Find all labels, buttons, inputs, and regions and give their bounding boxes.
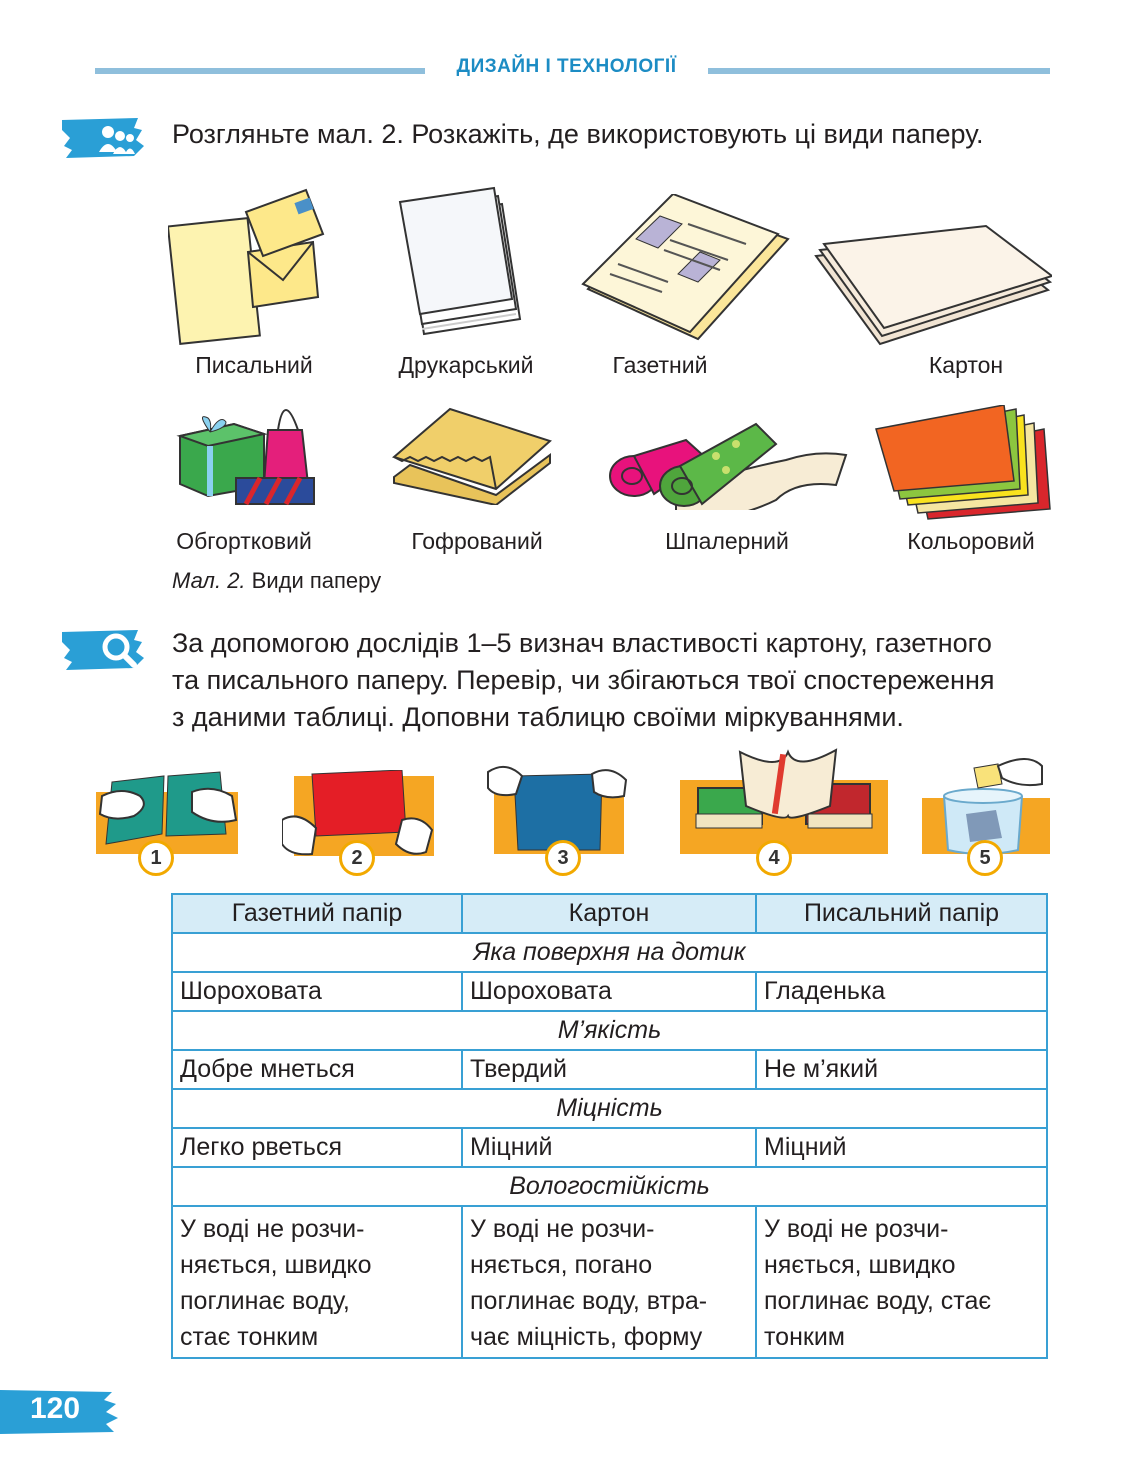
wrapping-paper-illustration bbox=[174, 396, 319, 508]
experiment-number-3: 3 bbox=[545, 840, 581, 876]
task2-line-1: За допомогою дослідів 1–5 визнач властивості картону, газетного bbox=[172, 628, 992, 658]
experiment-4-pencil bbox=[680, 744, 890, 856]
writing-paper-illustration bbox=[168, 182, 328, 347]
cell: Міцний bbox=[756, 1128, 1047, 1167]
magnifier-icon bbox=[62, 628, 144, 672]
figure-caption: Мал. 2. Види паперу bbox=[172, 568, 382, 593]
corrugated-paper-illustration bbox=[390, 405, 555, 505]
paper-label-corrugated: Гофрований bbox=[411, 528, 543, 554]
cell: Твердий bbox=[462, 1050, 756, 1089]
table-row bbox=[172, 1206, 1047, 1358]
experiment-number-4: 4 bbox=[756, 840, 792, 876]
task2-line-2: та писального паперу. Перевір, чи збігаються твої спостереження bbox=[172, 665, 995, 695]
task1-text: Розгляньте мал. 2. Розкажіть, де використовують ці види паперу. bbox=[172, 119, 984, 149]
experiment-number-1: 1 bbox=[138, 840, 174, 876]
header-newspaper: Газетний папір bbox=[172, 894, 462, 933]
cell: Не м’який bbox=[756, 1050, 1047, 1089]
section-moisture: Вологостійкість bbox=[172, 1167, 1047, 1206]
table-row bbox=[172, 1050, 1047, 1089]
paper-properties-table bbox=[171, 893, 1048, 1359]
colored-paper-illustration bbox=[874, 405, 1054, 520]
task2-line-3: з даними таблиці. Доповни таблицю своїми міркуваннями. bbox=[172, 702, 904, 732]
paper-label-writing: Писальний bbox=[195, 352, 313, 378]
experiment-1-tearing bbox=[92, 762, 242, 857]
cell: Легко рветься bbox=[172, 1128, 462, 1167]
paper-label-newspaper: Газетний bbox=[612, 352, 708, 378]
header-title: ДИЗАЙН І ТЕХНОЛОГІЇ bbox=[0, 56, 1133, 78]
paper-label-cardboard: Картон bbox=[928, 352, 1004, 378]
header-writing: Писальний папір bbox=[756, 894, 1047, 933]
experiment-number-5: 5 bbox=[967, 840, 1003, 876]
header-cardboard: Картон bbox=[462, 894, 756, 933]
table-row bbox=[172, 972, 1047, 1011]
printing-paper-illustration bbox=[392, 184, 527, 349]
cell: У воді не розчи- няється, швидко поглинає воду, стає тонким bbox=[172, 1206, 462, 1358]
newspaper-illustration bbox=[578, 194, 793, 344]
experiment-number-2: 2 bbox=[339, 840, 375, 876]
section-strength: Міцність bbox=[172, 1089, 1047, 1128]
cell: Шороховата bbox=[462, 972, 756, 1011]
cell: Добре мнеться bbox=[172, 1050, 462, 1089]
page-number: 120 bbox=[30, 1392, 81, 1425]
paper-label-printing: Друкарський bbox=[398, 352, 534, 378]
paper-label-wrapping: Обгортковий bbox=[176, 528, 312, 554]
section-surface: Яка поверхня на дотик bbox=[172, 933, 1047, 972]
cell: У воді не розчи- няється, погано поглинає воду, втра- чає міцність, форму bbox=[462, 1206, 756, 1358]
paper-label-wallpaper: Шпалерний bbox=[665, 528, 789, 554]
table-header-row bbox=[172, 894, 1047, 933]
cell: Гладенька bbox=[756, 972, 1047, 1011]
cell: Міцний bbox=[462, 1128, 756, 1167]
cell: У воді не розчи- няється, швидко поглинає воду, стає тонким bbox=[756, 1206, 1047, 1358]
cell: Шороховата bbox=[172, 972, 462, 1011]
section-softness: М’якість bbox=[172, 1011, 1047, 1050]
paper-label-colored: Кольоровий bbox=[907, 528, 1035, 554]
discussion-icon bbox=[62, 116, 144, 160]
table-row bbox=[172, 1128, 1047, 1167]
cardboard-illustration bbox=[812, 208, 1052, 348]
wallpaper-illustration bbox=[606, 410, 851, 510]
